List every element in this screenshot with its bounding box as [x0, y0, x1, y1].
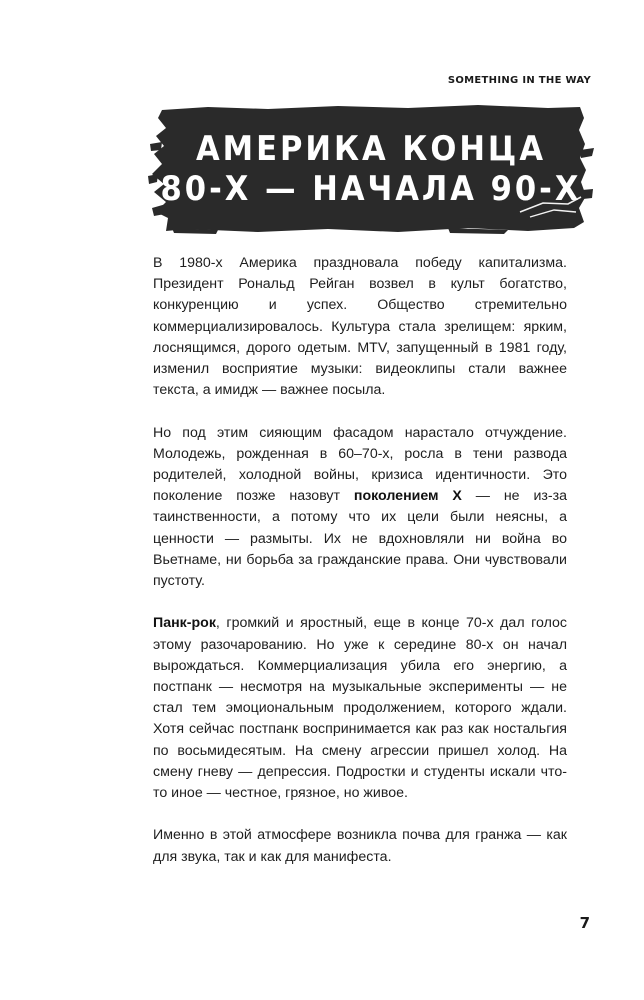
- paragraph-3: [153, 613, 567, 804]
- running-head: SOMETHING IN THE WAY: [447, 75, 591, 86]
- paragraph-2-text-after: — не из-за таинственности, а потому что их цели были неясны, а ценности — размыты. Их не вдохновляли ни война во Вьетнаме, ни борьба за гражданские права. Они чувствовали пустоту.: [153, 488, 567, 590]
- chapter-title-line-1: АМЕРИКА КОНЦА: [195, 129, 546, 169]
- chapter-title-banner: [148, 104, 594, 234]
- paragraph-2-text-before: Но под этим сияющим фасадом нарастало отчуждение. Молодежь, рожденная в 60–70-х, росла в тени развода родителей, холодной войны, кризиса идентичности. Это поколение позже назовут: [153, 424, 567, 505]
- paragraph-3-text-after: , громкий и яростный, еще в конце 70-х дал голос этому разочарованию. Но уже к середине 80-х он начал вырождаться. Коммерциализация убила его энергию, а постпанк — несмотря на музыкальные эксперименты — не стал тем эмоциональным продолжением, которого ждали. Хотя сейчас постпанк воспринимается как раз как ностальгия по восьмидесятым. На смену агрессии пришел холод. На смену гневу — депрессия. Подростки и студенты искали что-то иное — честное, грязное, но живое.: [153, 615, 567, 802]
- paragraph-1: [153, 253, 567, 401]
- paragraph-2-bold-term: поколением X: [353, 488, 462, 505]
- page-number: 7: [579, 914, 590, 932]
- paragraph-2: [153, 423, 567, 593]
- paragraph-4-text: Именно в этой атмосфере возникла почва для гранжа — как для звука, так и как для манифеста.: [153, 827, 567, 865]
- paragraph-3-bold-term: Панк-рок: [153, 615, 216, 632]
- paragraph-1-text: В 1980-х Америка праздновала победу капитализма. Президент Рональд Рейган возвел в культ богатство, конкуренцию и успех. Общество стремительно коммерциализировалось. Культура стала зрелищем: ярким, лоснящимся, дорого одетым. MTV, запущенный в 1981 году, изменил восприятие музыки: видеоклипы стали важнее текста, а имидж — важнее посыла.: [153, 255, 567, 399]
- paragraph-4: [153, 825, 567, 867]
- chapter-title-line-2: 80-Х — НАЧАЛА 90-Х: [160, 169, 582, 209]
- chapter-body: [153, 253, 567, 889]
